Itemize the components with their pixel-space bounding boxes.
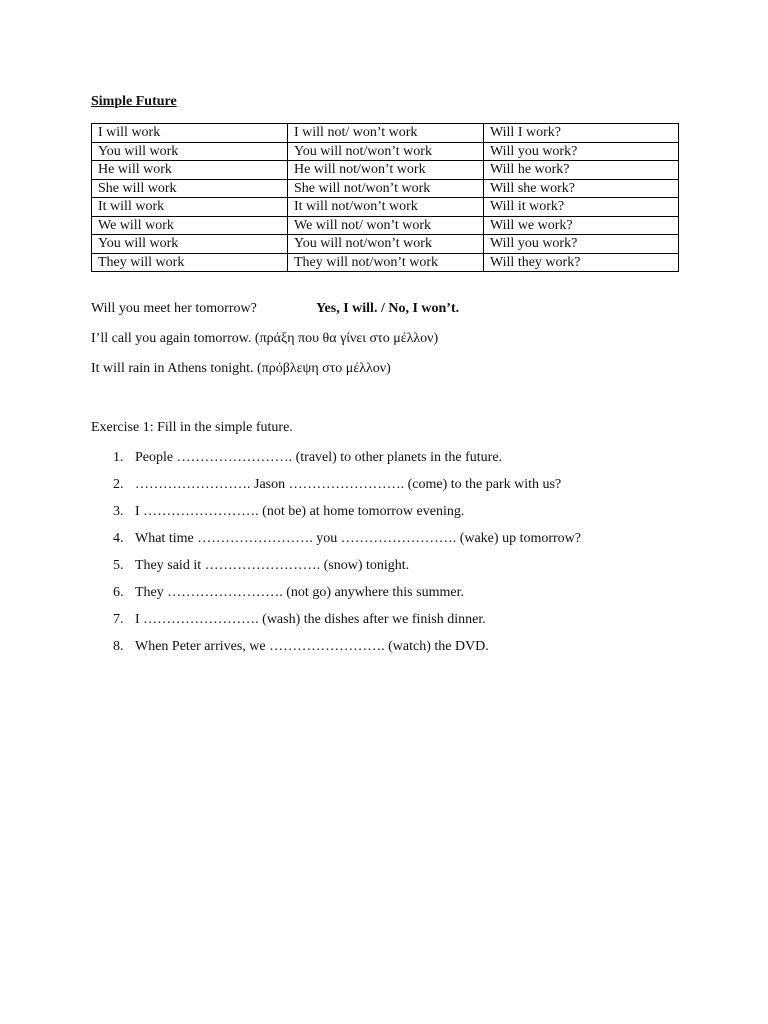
question-cell: Will they work?: [484, 253, 679, 272]
item-number: 6.: [113, 585, 124, 600]
list-item: [91, 530, 711, 557]
negative-cell: We will not/ won’t work: [288, 216, 484, 235]
affirmative-cell: We will work: [92, 216, 288, 235]
affirmative-cell: She will work: [92, 179, 288, 198]
item-text: They ……………………. (not go) anywhere this summer.: [135, 585, 464, 600]
question-cell: Will I work?: [484, 124, 679, 143]
list-item: [91, 611, 711, 638]
negative-cell: It will not/won’t work: [288, 198, 484, 217]
item-text: I ……………………. (wash) the dishes after we finish dinner.: [135, 612, 486, 627]
table-row: [92, 216, 679, 235]
item-text: ……………………. Jason ……………………. (come) to the park with us?: [135, 477, 562, 492]
example-line-call: I’ll call you again tomorrow. (πράξη που θα γίνει στο μέλλον): [91, 331, 439, 346]
item-number: 2.: [113, 477, 124, 492]
conjugation-table: [91, 123, 679, 272]
item-number: 4.: [113, 531, 124, 546]
list-item: [91, 584, 711, 611]
example-question: Will you meet her tomorrow?: [91, 301, 257, 316]
item-text: I ……………………. (not be) at home tomorrow evening.: [135, 504, 465, 519]
affirmative-cell: They will work: [92, 253, 288, 272]
question-cell: Will it work?: [484, 198, 679, 217]
question-cell: Will we work?: [484, 216, 679, 235]
question-cell: Will you work?: [484, 235, 679, 254]
affirmative-cell: You will work: [92, 235, 288, 254]
affirmative-cell: You will work: [92, 142, 288, 161]
list-item: [91, 476, 711, 503]
question-cell: Will she work?: [484, 179, 679, 198]
question-cell: Will you work?: [484, 142, 679, 161]
example-line-rain: It will rain in Athens tonight. (πρόβλεψη στο μέλλον): [91, 361, 391, 376]
table-row: [92, 253, 679, 272]
example-answer: Yes, I will. / No, I won’t.: [316, 301, 460, 316]
negative-cell: He will not/won’t work: [288, 161, 484, 180]
table-row: [92, 142, 679, 161]
item-text: When Peter arrives, we ……………………. (watch) the DVD.: [135, 639, 489, 654]
item-text: They said it ……………………. (snow) tonight.: [135, 558, 410, 573]
list-item: [91, 638, 711, 665]
table-row: [92, 179, 679, 198]
item-text: What time ……………………. you ……………………. (wake) up tomorrow?: [135, 531, 581, 546]
item-number: 3.: [113, 504, 124, 519]
exercise-list: [91, 449, 711, 665]
item-number: 1.: [113, 450, 124, 465]
list-item: [91, 557, 711, 584]
table-row: [92, 124, 679, 143]
negative-cell: I will not/ won’t work: [288, 124, 484, 143]
negative-cell: You will not/won’t work: [288, 142, 484, 161]
list-item: [91, 503, 711, 530]
affirmative-cell: I will work: [92, 124, 288, 143]
table-row: [92, 235, 679, 254]
item-number: 8.: [113, 639, 124, 654]
affirmative-cell: He will work: [92, 161, 288, 180]
list-item: [91, 449, 711, 476]
page-title: Simple Future: [91, 94, 177, 109]
negative-cell: You will not/won’t work: [288, 235, 484, 254]
affirmative-cell: It will work: [92, 198, 288, 217]
table-row: [92, 161, 679, 180]
item-number: 5.: [113, 558, 124, 573]
item-number: 7.: [113, 612, 124, 627]
negative-cell: They will not/won’t work: [288, 253, 484, 272]
table-row: [92, 198, 679, 217]
question-cell: Will he work?: [484, 161, 679, 180]
negative-cell: She will not/won’t work: [288, 179, 484, 198]
exercise-heading: Exercise 1: Fill in the simple future.: [91, 420, 293, 435]
item-text: People ……………………. (travel) to other planets in the future.: [135, 450, 503, 465]
